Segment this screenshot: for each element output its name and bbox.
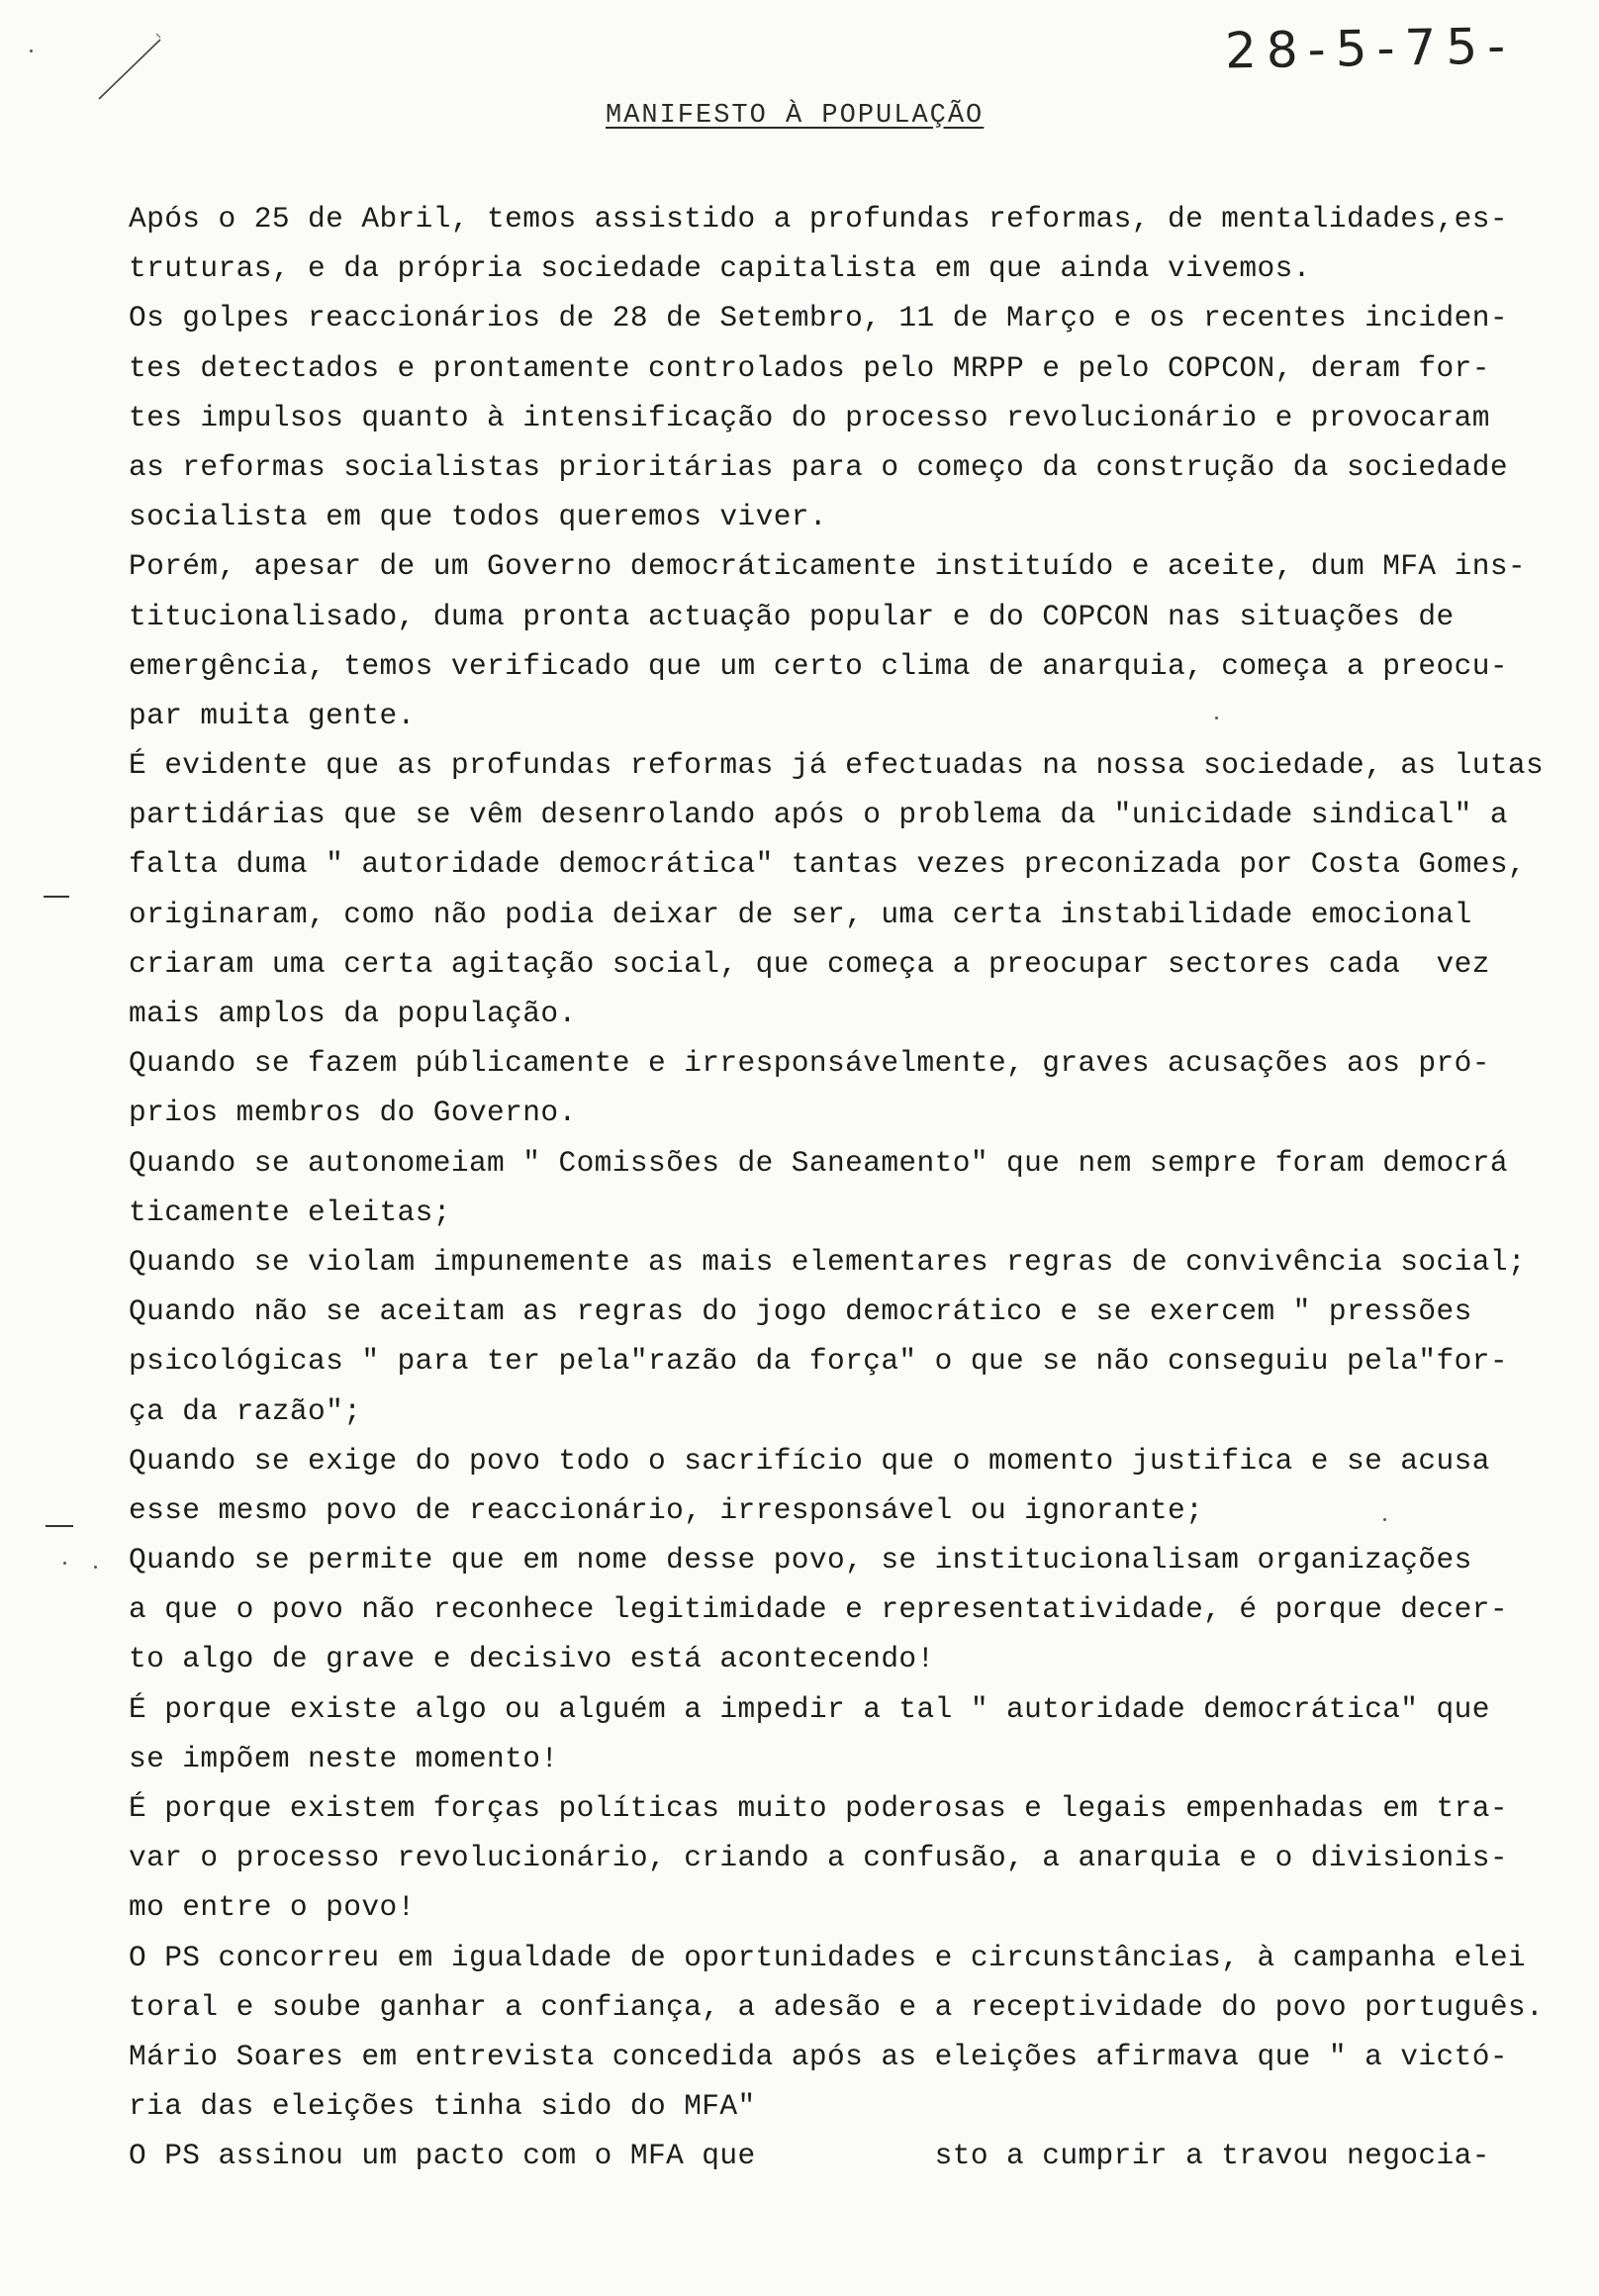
text-line: criaram uma certa agitação social, que começa a preocupar sectores cada vez: [129, 946, 1490, 981]
text-line: Quando se violam impunemente as mais elementares regras de convivência social;: [129, 1244, 1527, 1279]
text-line: falta duma " autoridade democrática" tantas vezes preconizada por Costa Gomes,: [129, 847, 1527, 882]
text-line: a que o povo não reconhece legitimidade e representatividade, é porque decer-: [129, 1592, 1508, 1627]
text-line: mais amplos da população.: [129, 997, 577, 1030]
text-line: Porém, apesar de um Governo democráticamente instituído e aceite, dum MFA ins-: [129, 549, 1527, 584]
text-line: É evidente que as profundas reformas já efectuadas na nossa sociedade, as lutas: [129, 748, 1545, 783]
text-line: as reformas socialistas prioritárias para o começo da construção da sociedade: [129, 449, 1508, 484]
text-line: to algo de grave e decisivo está acontecendo!: [129, 1642, 935, 1676]
paper-speck: [94, 1566, 97, 1569]
manifesto-body: [129, 194, 1553, 2181]
text-line: Quando se exige do povo todo o sacrifício que o momento justifica e se acusa: [129, 1443, 1490, 1478]
text-line: É porque existem forças políticas muito poderosas e legais empenhadas em tra-: [129, 1791, 1508, 1825]
text-line: Após o 25 de Abril, temos assistido a profundas reformas, de mentalidades,es-: [129, 202, 1508, 236]
text-line: Quando se autonomeiam " Comissões de Saneamento" que nem sempre foram democrá: [129, 1145, 1508, 1180]
text-line: originaram, como não podia deixar de ser, uma certa instabilidade emocional: [129, 897, 1472, 931]
margin-mark: [46, 1525, 73, 1527]
text-line: tes impulsos quanto à intensificação do processo revolucionário e provocaram: [129, 400, 1490, 434]
text-line: É porque existe algo ou alguém a impedir a tal " autoridade democrática" que: [129, 1691, 1490, 1726]
text-line: Os golpes reaccionários de 28 de Setembro, 11 de Março e os recentes inciden-: [129, 301, 1508, 335]
text-line: prios membros do Governo.: [129, 1096, 577, 1130]
paper-speck: [1215, 717, 1218, 719]
text-line: O PS assinou um pacto com o MFA que sto a cumprir a travou negocia-: [129, 2139, 1490, 2173]
paper-speck: [63, 1562, 66, 1565]
text-line: var o processo revolucionário, criando a confusão, a anarquia e o divisionis-: [129, 1841, 1508, 1875]
handwritten-date: 28-5-75-: [1224, 17, 1516, 80]
text-line: ticamente eleitas;: [129, 1195, 451, 1229]
text-line: esse mesmo povo de reaccionário, irresponsável ou ignorante;: [129, 1492, 1204, 1527]
text-line: emergência, temos verificado que um certo clima de anarquia, começa a preocu-: [129, 648, 1508, 683]
text-line: toral e soube ganhar a confiança, a adesão e a receptividade do povo português.: [129, 1989, 1545, 2024]
margin-mark: [44, 896, 69, 898]
text-line: socialista em que todos queremos viver.: [129, 500, 828, 534]
text-line: psicológicas " para ter pela"razão da força" o que se não conseguiu pela"for-: [129, 1344, 1508, 1379]
text-line: par muita gente.: [129, 698, 416, 732]
text-line: ria das eleições tinha sido do MFA": [129, 2089, 756, 2124]
text-line: Mário Soares em entrevista concedida após as eleições afirmava que " a victó-: [129, 2039, 1508, 2073]
text-line: partidárias que se vêm desenrolando após o problema da "unicidade sindical" a: [129, 798, 1508, 832]
text-line: Quando não se aceitam as regras do jogo democrático e se exercem " pressões: [129, 1294, 1472, 1329]
text-line: O PS concorreu em igualdade de oportunidades e circunstâncias, à campanha elei: [129, 1940, 1527, 1974]
text-line: se impõem neste momento!: [129, 1741, 559, 1775]
paper-speck: [30, 49, 33, 52]
text-line: mo entre o povo!: [129, 1890, 416, 1925]
pen-stroke-mark: [91, 28, 170, 107]
text-line: Quando se fazem públicamente e irresponsávelmente, graves acusações aos pró-: [129, 1046, 1490, 1081]
text-line: titucionalisado, duma pronta actuação popular e do COPCON nas situações de: [129, 599, 1455, 633]
text-line: tes detectados e prontamente controlados pelo MRPP e pelo COPCON, deram for-: [129, 350, 1490, 385]
text-line: ça da razão";: [129, 1393, 362, 1428]
paper-speck: [1383, 1518, 1386, 1521]
text-line: truturas, e da própria sociedade capitalista em que ainda vivemos.: [129, 251, 1311, 286]
text-line: Quando se permite que em nome desse povo, se institucionalisam organizações: [129, 1543, 1472, 1578]
document-title: MANIFESTO À POPULAÇÃO: [606, 101, 985, 131]
